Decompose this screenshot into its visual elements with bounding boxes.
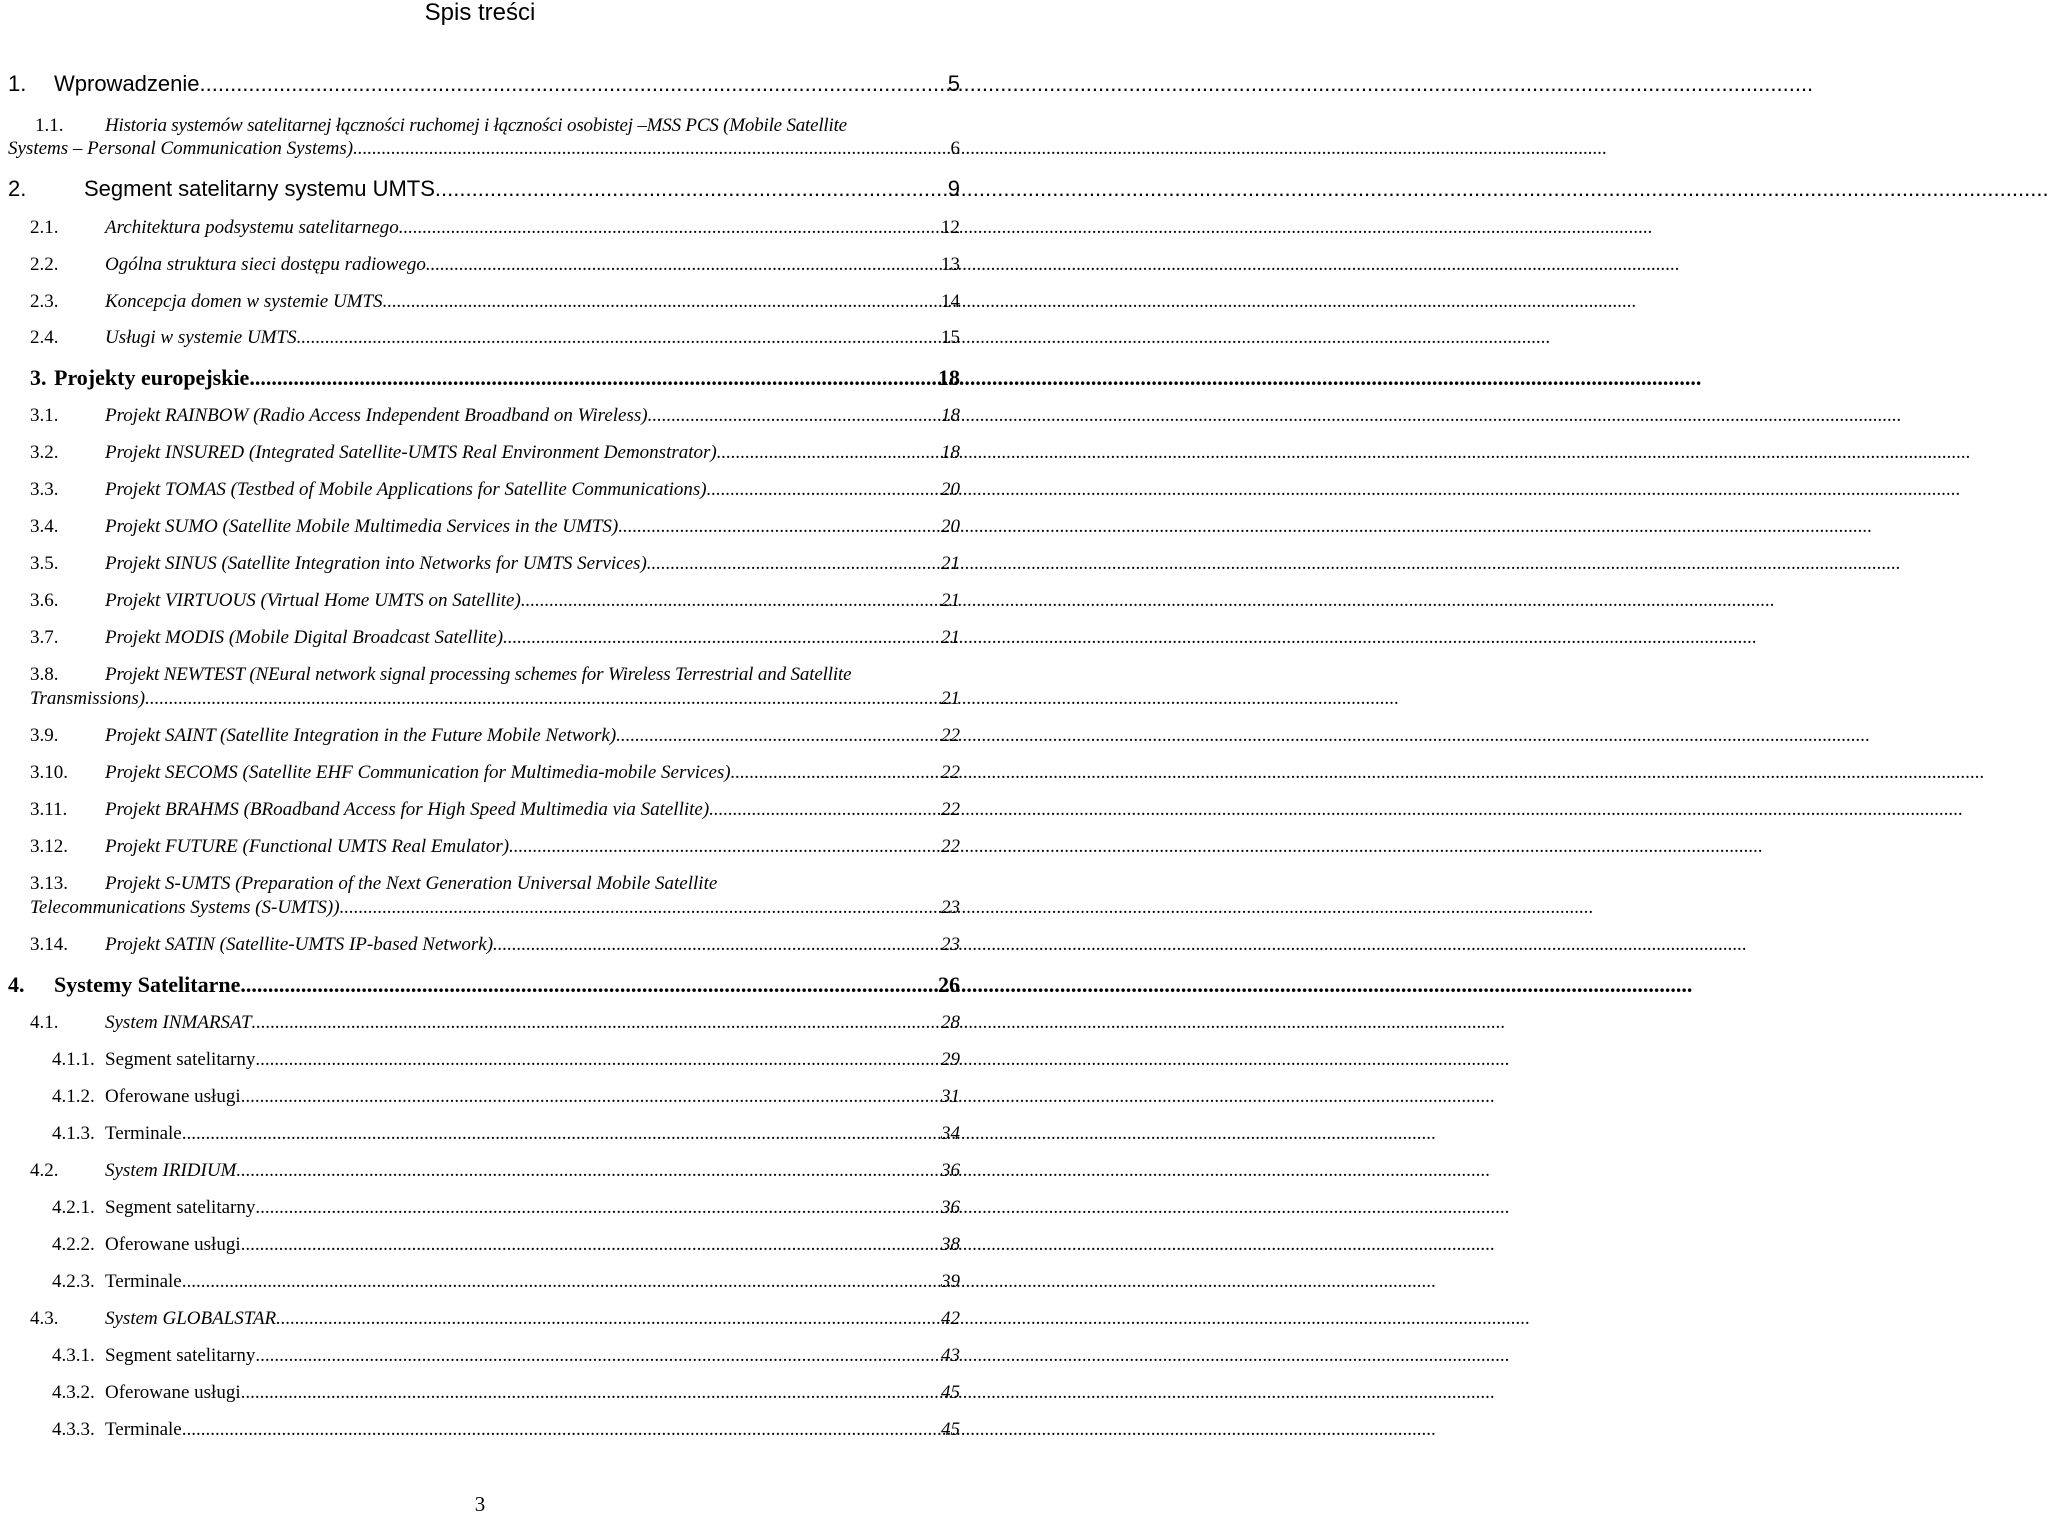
toc-page: 21 xyxy=(941,553,960,574)
toc-number: 2.4. xyxy=(30,327,59,348)
toc-entry-3-4[interactable] xyxy=(30,515,960,539)
toc-entry-3-13[interactable] xyxy=(30,872,960,896)
toc-page: 22 xyxy=(941,799,960,820)
toc-number: 4.2.3. xyxy=(52,1271,95,1292)
toc-leader xyxy=(240,972,938,998)
toc-number: 3.10. xyxy=(30,762,68,783)
toc-entry-4-3[interactable] xyxy=(30,1307,960,1331)
toc-number: 3.8. xyxy=(30,664,59,685)
toc-entry-4-1-3[interactable] xyxy=(52,1122,960,1146)
toc-label: Terminale xyxy=(105,1419,182,1440)
page-number: 3 xyxy=(474,1492,486,1516)
toc-entry-4-3-2[interactable] xyxy=(52,1381,960,1405)
toc-page: 38 xyxy=(941,1234,960,1255)
toc-page: 42 xyxy=(941,1308,960,1329)
toc-page: 9 xyxy=(947,176,960,201)
toc-label: System INMARSAT xyxy=(105,1012,252,1033)
toc-number: 3.7. xyxy=(30,627,59,648)
toc-label-continued: Systems – Personal Communication Systems) xyxy=(8,138,354,159)
toc-number: 4.3.1. xyxy=(52,1345,95,1366)
toc-number: 4.3. xyxy=(30,1308,59,1329)
toc-entry-2-4[interactable] xyxy=(30,326,960,350)
toc-number: 4. xyxy=(8,972,25,997)
toc-leader xyxy=(648,404,941,428)
toc-page: 23 xyxy=(941,934,960,955)
toc-leader xyxy=(731,761,941,785)
toc-number: 2.1. xyxy=(30,217,59,238)
toc-entry-3-14[interactable] xyxy=(30,933,960,957)
toc-page: 21 xyxy=(941,688,960,709)
toc-entry-1-1-cont[interactable] xyxy=(8,137,960,161)
toc-label: Ogólna struktura sieci dostępu radiowego xyxy=(105,254,426,275)
toc-number: 4.3.3. xyxy=(52,1419,95,1440)
toc-leader xyxy=(297,326,941,350)
toc-leader xyxy=(200,71,948,97)
toc-entry-3-12[interactable] xyxy=(30,835,960,859)
toc-label: Segment satelitarny xyxy=(105,1197,256,1218)
toc-entry-3-5[interactable] xyxy=(30,552,960,576)
toc-leader xyxy=(182,1418,941,1442)
toc-leader xyxy=(399,216,941,240)
toc-entry-2[interactable] xyxy=(8,176,960,202)
toc-entry-2-1[interactable] xyxy=(30,216,960,240)
toc-entry-3-8[interactable] xyxy=(30,663,960,687)
toc-leader xyxy=(709,798,941,822)
toc-label: Projekt MODIS (Mobile Digital Broadcast Satellite) xyxy=(105,627,504,648)
toc-number: 2. xyxy=(8,176,27,201)
toc-label: Oferowane usługi xyxy=(105,1234,241,1255)
toc-leader xyxy=(182,1122,941,1146)
toc-entry-3-13-cont[interactable] xyxy=(30,896,960,920)
toc-leader xyxy=(707,478,941,502)
toc-label: Segment satelitarny xyxy=(105,1345,256,1366)
toc-leader xyxy=(236,1159,941,1183)
toc-page: 14 xyxy=(941,291,960,312)
toc-page: 29 xyxy=(941,1049,960,1070)
toc-leader xyxy=(717,441,941,465)
toc-page: 43 xyxy=(941,1345,960,1366)
toc-entry-4-2[interactable] xyxy=(30,1159,960,1183)
toc-label: Projekt TOMAS (Testbed of Mobile Applications for Satellite Communications) xyxy=(105,479,707,500)
toc-leader xyxy=(182,1270,941,1294)
toc-page: 26 xyxy=(938,972,960,997)
toc-entry-3-1[interactable] xyxy=(30,404,960,428)
toc-label: Usługi w systemie UMTS xyxy=(105,327,297,348)
toc-entry-3[interactable] xyxy=(30,365,960,391)
toc-page: 36 xyxy=(941,1197,960,1218)
toc-number: 3.11. xyxy=(30,799,68,820)
toc-number: 4.1.1. xyxy=(52,1049,95,1070)
toc-leader xyxy=(255,1344,941,1368)
toc-label: Projekt S-UMTS (Preparation of the Next Generation Universal Mobile Satellite xyxy=(105,873,718,894)
toc-leader xyxy=(276,1307,941,1331)
toc-page: 28 xyxy=(941,1012,960,1033)
toc-label: System IRIDIUM xyxy=(105,1160,237,1181)
toc-entry-4-2-2[interactable] xyxy=(52,1233,960,1257)
toc-leader xyxy=(255,1048,941,1072)
toc-page: 13 xyxy=(941,254,960,275)
toc-entry-4-1-2[interactable] xyxy=(52,1085,960,1109)
toc-page: 18 xyxy=(941,405,960,426)
toc-number: 3.5. xyxy=(30,553,59,574)
toc-label: Oferowane usługi xyxy=(105,1086,241,1107)
toc-leader xyxy=(249,365,938,391)
toc-label: Terminale xyxy=(105,1271,182,1292)
toc-label: Projekt SUMO (Satellite Mobile Multimedia Services in the UMTS) xyxy=(105,516,619,537)
toc-number: 3.6. xyxy=(30,590,59,611)
toc-page: 36 xyxy=(941,1160,960,1181)
toc-number: 4.2. xyxy=(30,1160,59,1181)
toc-label: Koncepcja domen w systemie UMTS xyxy=(105,291,383,312)
toc-leader xyxy=(618,515,941,539)
toc-page: 45 xyxy=(941,1382,960,1403)
toc-number: 2.3. xyxy=(30,291,59,312)
page-title: Spis treści xyxy=(424,0,536,26)
toc-label: Projekt NEWTEST (NEural network signal processing schemes for Wireless Terrestrial and Satellite xyxy=(105,664,852,685)
toc-page: 20 xyxy=(941,479,960,500)
toc-number: 4.2.2. xyxy=(52,1234,95,1255)
toc-page: 34 xyxy=(941,1123,960,1144)
toc-page: 20 xyxy=(941,516,960,537)
toc-leader xyxy=(353,137,950,161)
toc-entry-1[interactable] xyxy=(8,71,960,97)
toc-number: 1.1. xyxy=(35,115,64,136)
toc-page: 39 xyxy=(941,1271,960,1292)
toc-entry-3-10[interactable] xyxy=(30,761,960,785)
toc-leader xyxy=(616,724,941,748)
toc-leader xyxy=(383,290,941,314)
toc-label: Projekt RAINBOW (Radio Access Independent Broadband on Wireless) xyxy=(105,405,648,426)
toc-number: 1. xyxy=(8,71,27,96)
toc-label: Terminale xyxy=(105,1123,182,1144)
toc-label: Projekt INSURED (Integrated Satellite-UMTS Real Environment Demonstrator) xyxy=(105,442,717,463)
toc-leader xyxy=(521,589,941,613)
toc-entry-3-2[interactable] xyxy=(30,441,960,465)
toc-label-continued: Transmissions) xyxy=(30,688,146,709)
toc-entry-4-1[interactable] xyxy=(30,1011,960,1035)
toc-entry-4-3-3[interactable] xyxy=(52,1418,960,1442)
toc-entry-2-3[interactable] xyxy=(30,290,960,314)
toc-number: 4.1. xyxy=(30,1012,59,1033)
toc-label: Projekt SATIN (Satellite-UMTS IP-based Network) xyxy=(105,934,494,955)
toc-page: 23 xyxy=(941,897,960,918)
toc-label: Projekt BRAHMS (BRoadband Access for High Speed Multimedia via Satellite) xyxy=(105,799,710,820)
toc-entry-4-1-1[interactable] xyxy=(52,1048,960,1072)
toc-page: 15 xyxy=(941,327,960,348)
toc-leader xyxy=(647,552,941,576)
toc-number: 3.4. xyxy=(30,516,59,537)
toc-entry-3-8-cont[interactable] xyxy=(30,687,960,711)
toc-number: 3.1. xyxy=(30,405,59,426)
toc-label: Projekt SECOMS (Satellite EHF Communication for Multimedia-mobile Services) xyxy=(105,762,731,783)
toc-label: System GLOBALSTAR xyxy=(105,1308,277,1329)
toc-page: 12 xyxy=(941,217,960,238)
toc-number: 3.3. xyxy=(30,479,59,500)
toc-leader xyxy=(241,1233,941,1257)
toc-number: 4.3.2. xyxy=(52,1382,95,1403)
toc-entry-3-3[interactable] xyxy=(30,478,960,502)
toc-label: Projekt VIRTUOUS (Virtual Home UMTS on Satellite) xyxy=(105,590,521,611)
toc-page: 21 xyxy=(941,627,960,648)
toc-leader xyxy=(145,687,941,711)
toc-leader xyxy=(340,896,941,920)
toc-entry-3-7[interactable] xyxy=(30,626,960,650)
toc-leader xyxy=(493,933,941,957)
toc-number: 3.9. xyxy=(30,725,59,746)
toc-page: 22 xyxy=(941,836,960,857)
toc-label: Projekt FUTURE (Functional UMTS Real Emulator) xyxy=(105,836,510,857)
toc-page: 22 xyxy=(941,762,960,783)
toc-number: 3.13. xyxy=(30,873,68,894)
toc-entry-1-1[interactable] xyxy=(35,114,960,138)
toc-number: 3.14. xyxy=(30,934,68,955)
toc-entry-4-3-1[interactable] xyxy=(52,1344,960,1368)
toc-label: Architektura podsystemu satelitarnego xyxy=(105,217,399,238)
toc-label-continued: Telecommunications Systems (S-UMTS)) xyxy=(30,897,340,918)
toc-leader xyxy=(503,626,941,650)
toc-entry-2-2[interactable] xyxy=(30,253,960,277)
toc-page: 21 xyxy=(941,590,960,611)
toc-number: 3. xyxy=(30,365,47,390)
toc-label: Projekt SINUS (Satellite Integration into Networks for UMTS Services) xyxy=(105,553,647,574)
toc-label: Segment satelitarny xyxy=(105,1049,256,1070)
toc-label: Segment satelitarny systemu UMTS xyxy=(84,176,435,201)
toc-number: 4.1.2. xyxy=(52,1086,95,1107)
toc-entry-3-11[interactable] xyxy=(30,798,960,822)
toc-label: Projekt SAINT (Satellite Integration in the Future Mobile Network) xyxy=(105,725,617,746)
toc-page: 18 xyxy=(941,442,960,463)
toc-label: Wprowadzenie xyxy=(54,71,200,96)
toc-label: Projekty europejskie xyxy=(54,365,250,390)
toc-leader xyxy=(241,1381,941,1405)
toc-leader xyxy=(252,1011,941,1035)
toc-entry-4-2-1[interactable] xyxy=(52,1196,960,1220)
toc-leader xyxy=(426,253,941,277)
toc-page: 6 xyxy=(950,138,960,159)
toc-label: Historia systemów satelitarnej łączności ruchomej i łączności osobistej –MSS PCS (Mobile Satellite xyxy=(105,115,847,136)
toc-page: 5 xyxy=(947,71,960,96)
toc-leader xyxy=(435,176,948,202)
toc-number: 3.2. xyxy=(30,442,59,463)
toc-number: 4.2.1. xyxy=(52,1197,95,1218)
toc-page: 45 xyxy=(941,1419,960,1440)
toc-page: 22 xyxy=(941,725,960,746)
toc-leader xyxy=(255,1196,941,1220)
toc-entry-4-2-3[interactable] xyxy=(52,1270,960,1294)
toc-label: Systemy Satelitarne xyxy=(54,972,241,997)
toc-page: 18 xyxy=(938,365,960,390)
toc-entry-4[interactable] xyxy=(8,972,960,998)
toc-leader xyxy=(509,835,941,859)
toc-number: 4.1.3. xyxy=(52,1123,95,1144)
toc-entry-3-9[interactable] xyxy=(30,724,960,748)
toc-number: 3.12. xyxy=(30,836,68,857)
toc-label: Oferowane usługi xyxy=(105,1382,241,1403)
toc-number: 2.2. xyxy=(30,254,59,275)
toc-page: 31 xyxy=(941,1086,960,1107)
toc-entry-3-6[interactable] xyxy=(30,589,960,613)
toc-leader xyxy=(241,1085,941,1109)
